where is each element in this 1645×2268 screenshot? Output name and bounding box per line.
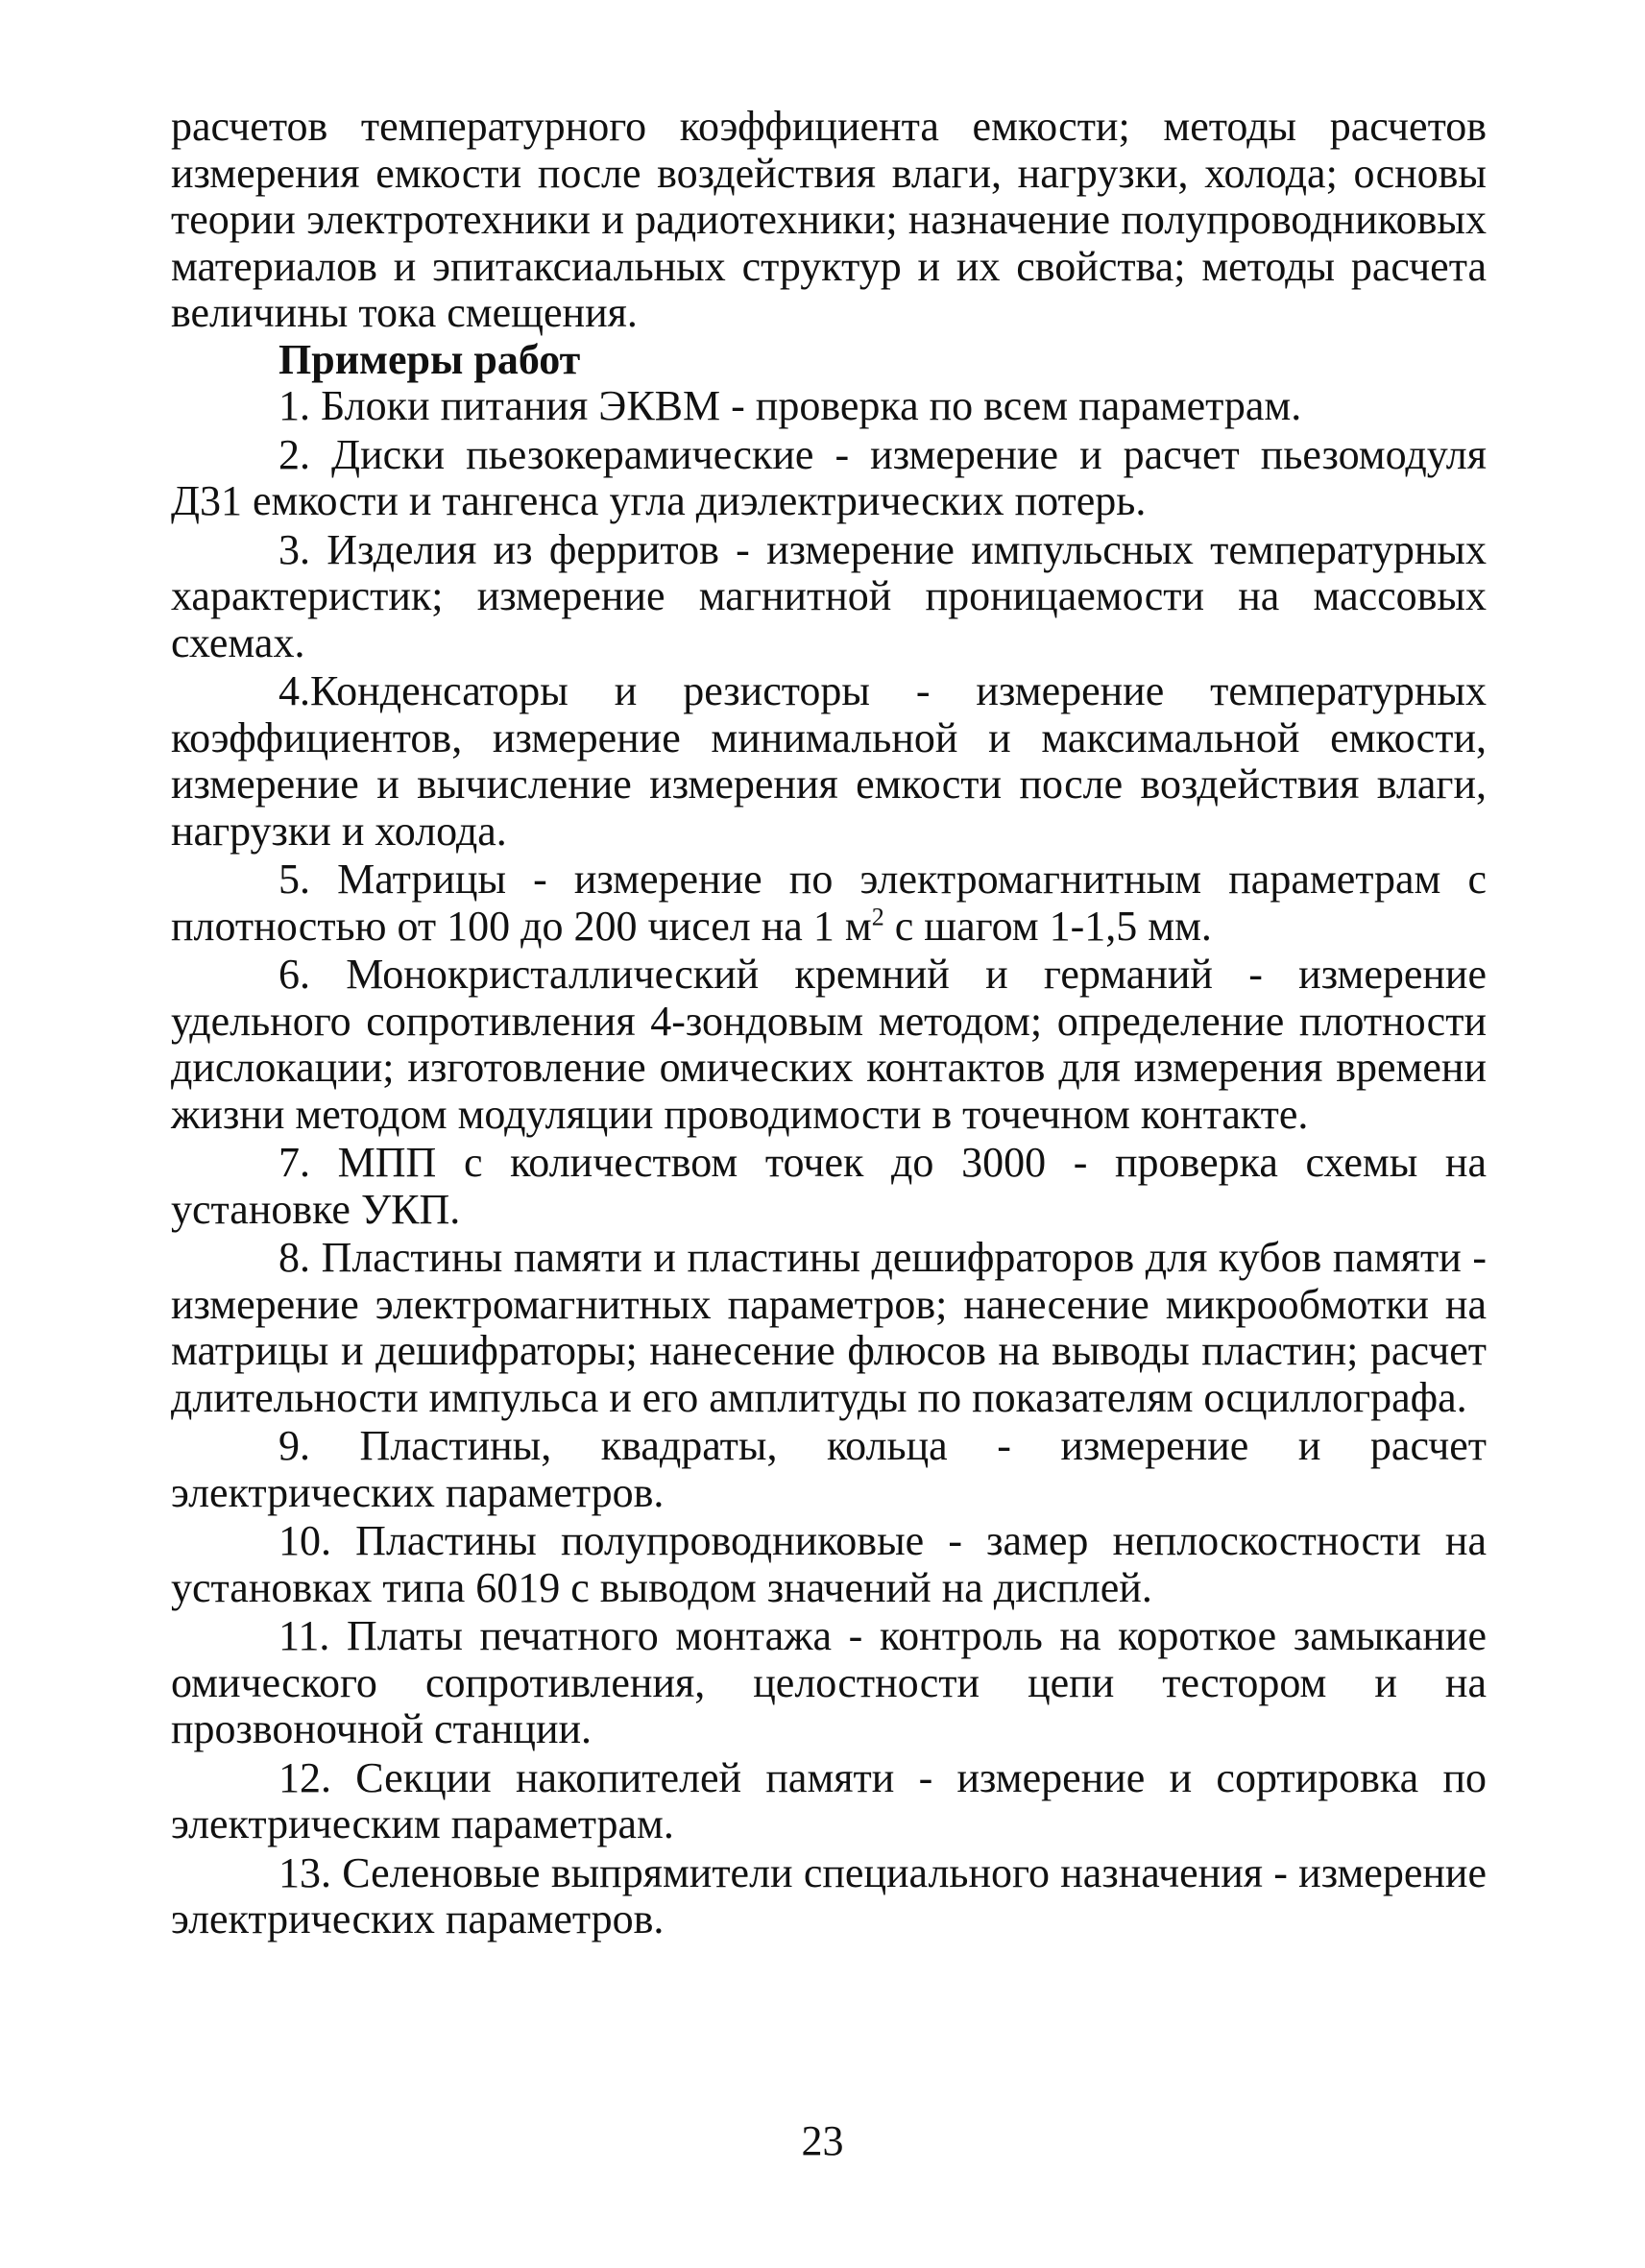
list-item-text: 5. Матрицы - измерение по электромагнитным параметрам с плотностью от 100 до 200 чисел на 1 м [171, 856, 1487, 950]
intro-paragraph: расчетов температурного коэффициента емкости; методы расчетов измерения емкости после воздействия влаги, нагрузки, холода; основы теории электротехники и радиотехники; назначение полупроводниковых материалов и эпитаксиальных структур и их свойства; методы расчета величины тока смещения. [171, 103, 1487, 336]
list-item: 6. Монокристаллический кремний и германий - измерение удельного сопротивления 4-зондовым методом; определение плотности дислокации; изготовление омических контактов для измерения времени жизни методом модуляции проводимости в точечном контакте. [171, 951, 1487, 1138]
list-item: 7. МПП с количеством точек до 3000 - проверка схемы на установке УКП. [171, 1139, 1487, 1233]
list-item: 4.Конденсаторы и резисторы - измерение температурных коэффициентов, измерение минимальной и максимальной емкости, измерение и вычисление измерения емкости после воздействия влаги, нагрузки и холода. [171, 667, 1487, 855]
superscript: 2 [871, 902, 884, 930]
list-item: 3. Изделия из ферритов - измерение импульсных температурных характеристик; измерение магнитной проницаемости на массовых схемах. [171, 525, 1487, 666]
list-item: 12. Секции накопителей памяти - измерение и сортировка по электрическим параметрам. [171, 1753, 1487, 1847]
list-item-text: с шагом 1-1,5 мм. [883, 902, 1212, 950]
list-item: 8. Пластины памяти и пластины дешифраторов для кубов памяти - измерение электромагнитных параметров; нанесение микрообмотки на матрицы и дешифраторы; нанесение флюсов на выводы пластин; расчет длительности импульса и его амплитуды по показателям осциллографа. [171, 1234, 1487, 1421]
list-item: 11. Платы печатного монтажа - контроль на короткое замыкание омического сопротивления, целостности цепи тестором и на прозвоночной станции. [171, 1612, 1487, 1752]
list-item: 10. Пластины полупроводниковые - замер неплоскостности на установках типа 6019 с выводом значений на дисплей. [171, 1517, 1487, 1611]
list-item: 2. Диски пьезокерамические - измерение и расчет пьезомодуля Д31 емкости и тангенса угла диэлектрических потерь. [171, 430, 1487, 524]
list-item: 1. Блоки питания ЭКВМ - проверка по всем параметрам. [278, 382, 1302, 429]
list-item: 13. Селеновые выпрямители специального назначения - измерение электрических параметров. [171, 1848, 1487, 1942]
list-item [171, 857, 1487, 950]
section-heading: Примеры работ [278, 335, 581, 383]
document-page [171, 104, 1487, 1945]
list-item: 9. Пластины, квадраты, кольца - измерение и расчет электрических параметров. [171, 1422, 1487, 1516]
page-number: 23 [801, 2117, 844, 2164]
